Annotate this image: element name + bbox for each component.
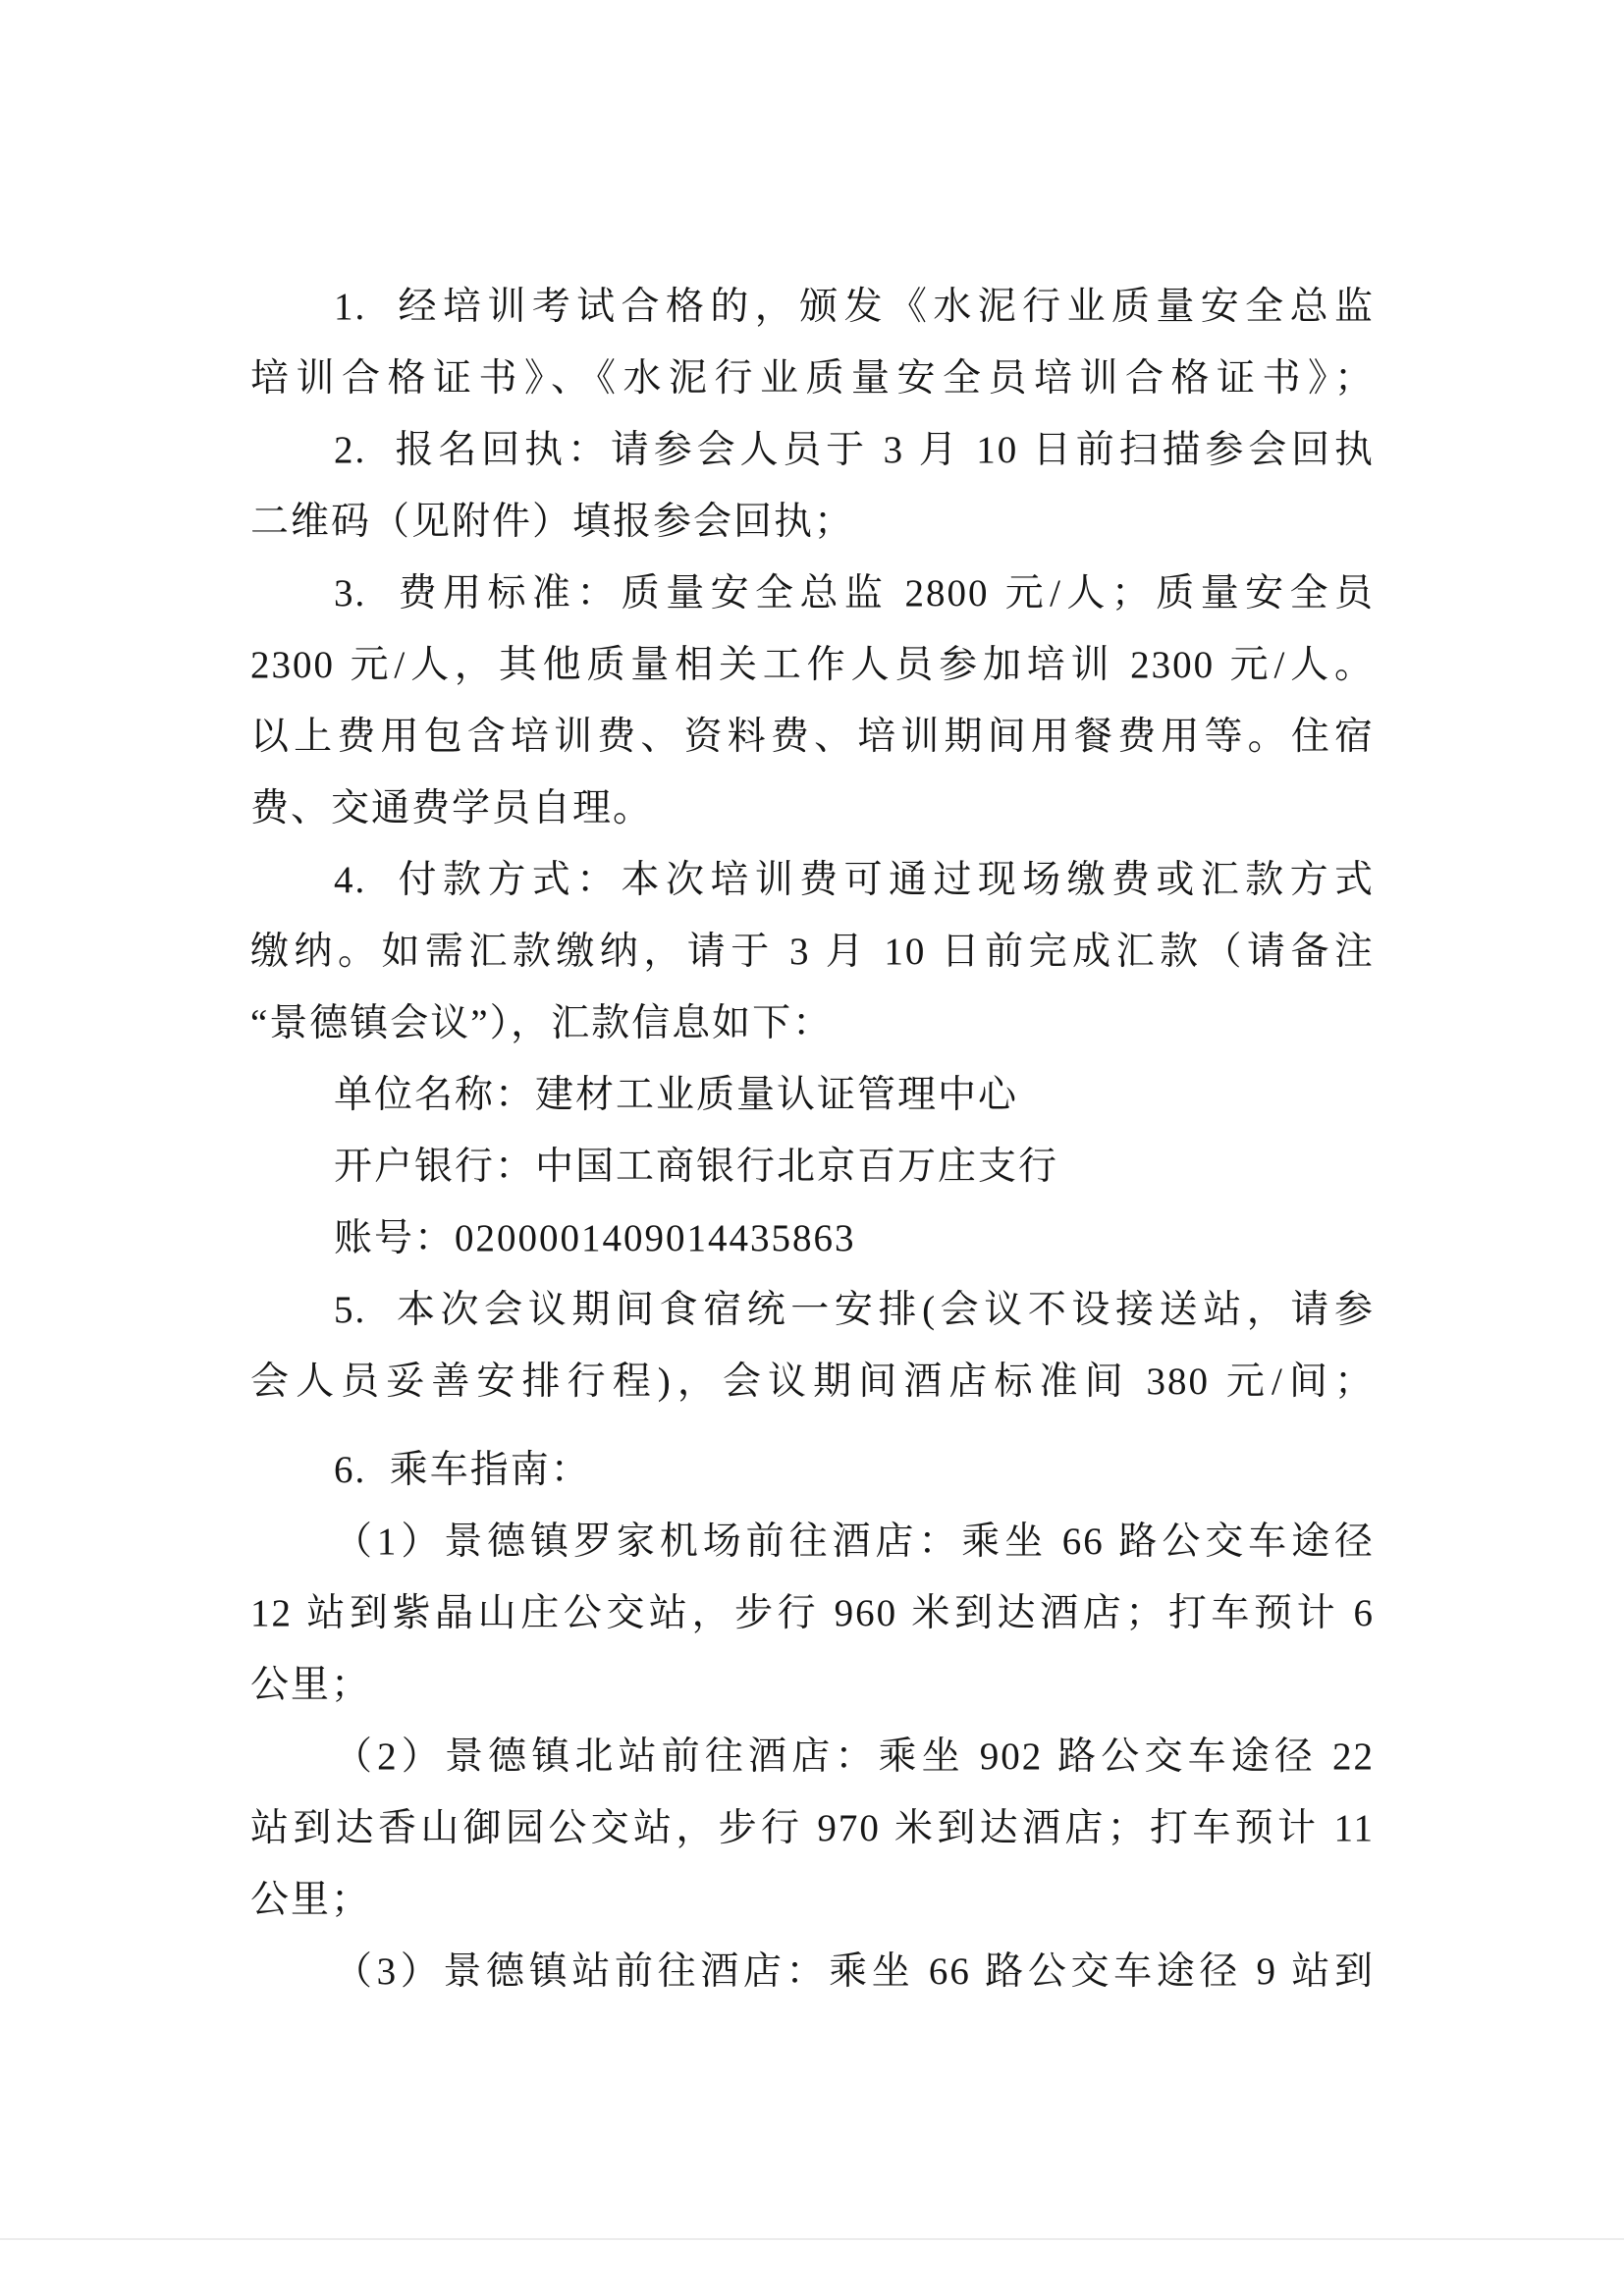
text-line-item3-l1: 3. 费用标准：质量安全总监 2800 元/人；质量安全员 xyxy=(334,572,1375,614)
text-line-item1-l1: 1. 经培训考试合格的，颁发《水泥行业质量安全总监 xyxy=(334,286,1375,328)
text-line-item4-l3: “景德镇会议”），汇款信息如下： xyxy=(250,1002,834,1044)
text-line-item3-l4: 费、交通费学员自理。 xyxy=(250,787,654,829)
text-line-item6-heading: 6. 乘车指南： xyxy=(334,1449,591,1491)
text-line-item2-l1: 2. 报名回执：请参会人员于 3 月 10 日前扫描参会回执 xyxy=(334,429,1375,471)
text-line-item3-l3: 以上费用包含培训费、资料费、培训期间用餐费用等。住宿 xyxy=(250,716,1375,758)
text-line-item5-l2: 会人员妥善安排行程)，会议期间酒店标准间 380 元/间； xyxy=(250,1361,1375,1403)
text-line-route2-l2: 站到达香山御园公交站，步行 970 米到达酒店；打车预计 11 xyxy=(250,1807,1375,1849)
text-line-item1-l2: 培训合格证书》、《水泥行业质量安全员培训合格证书》； xyxy=(250,357,1375,400)
text-line-bank-name: 开户银行：中国工商银行北京百万庄支行 xyxy=(334,1146,1059,1188)
text-line-route1-l3: 公里； xyxy=(250,1664,372,1706)
text-line-route1-l1: （1）景德镇罗家机场前往酒店：乘坐 66 路公交车途径 xyxy=(334,1521,1375,1563)
text-line-payee-name: 单位名称：建材工业质量认证管理中心 xyxy=(334,1074,1019,1116)
text-line-item5-l1: 5. 本次会议期间食宿统一安排(会议不设接送站，请参 xyxy=(334,1289,1375,1331)
text-line-route2-l1: （2）景德镇北站前往酒店：乘坐 902 路公交车途径 22 xyxy=(334,1735,1375,1778)
scan-edge-line xyxy=(0,2238,1624,2240)
text-line-item4-l2: 缴纳。如需汇款缴纳，请于 3 月 10 日前完成汇款（请备注 xyxy=(250,931,1375,973)
text-line-route2-l3: 公里； xyxy=(250,1879,372,1921)
text-line-route1-l2: 12 站到紫晶山庄公交站，步行 960 米到达酒店；打车预计 6 xyxy=(250,1592,1375,1634)
document-body xyxy=(250,271,1375,2007)
text-line-item3-l2: 2300 元/人，其他质量相关工作人员参加培训 2300 元/人。 xyxy=(250,644,1375,686)
text-line-route3-l1: （3）景德镇站前往酒店：乘坐 66 路公交车途径 9 站到 xyxy=(334,1950,1375,1993)
text-line-item4-l1: 4. 付款方式：本次培训费可通过现场缴费或汇款方式 xyxy=(334,859,1375,901)
text-line-item2-l2: 二维码（见附件）填报参会回执； xyxy=(250,501,855,543)
text-line-account-number: 账号：0200001409014435863 xyxy=(334,1217,856,1259)
